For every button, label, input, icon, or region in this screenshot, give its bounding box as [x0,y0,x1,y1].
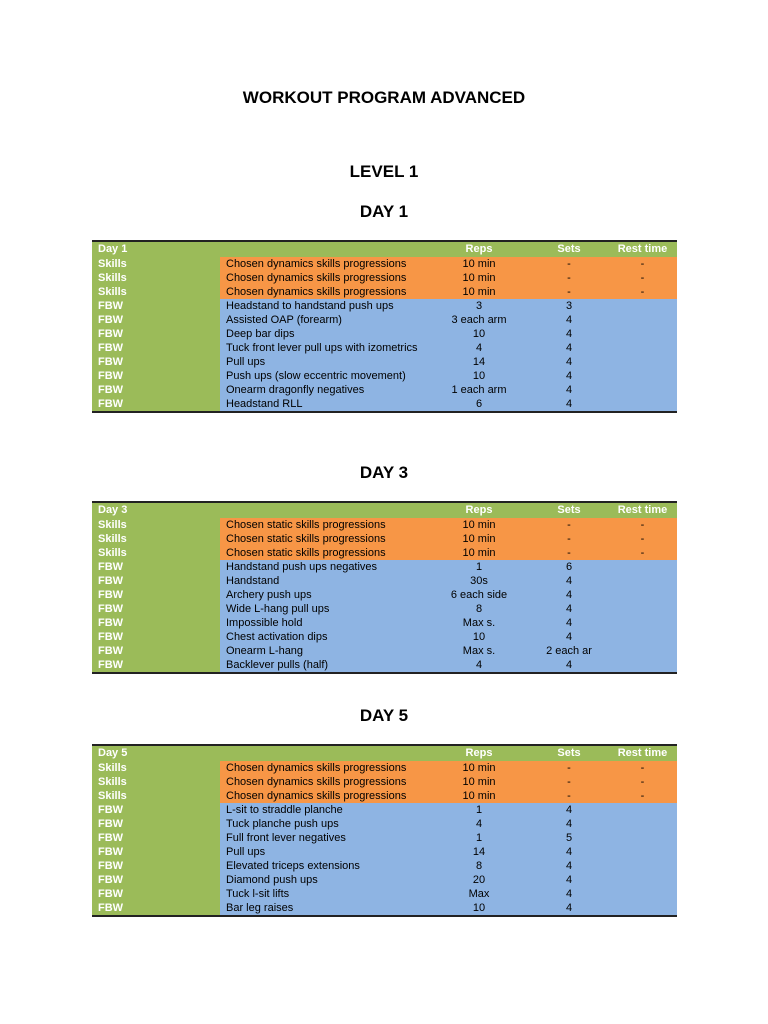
sets-cell: 3 [530,299,608,313]
sets-cell: - [530,546,608,560]
table-row [92,383,677,397]
exercise-cell: Archery push ups [220,588,428,602]
category-cell: FBW [92,859,220,873]
rest-time-cell: - [608,775,677,789]
table-row [92,845,677,859]
sets-cell: 4 [530,369,608,383]
table-row [92,341,677,355]
rest-time-cell [608,630,677,644]
table-row [92,803,677,817]
table-row [92,397,677,412]
category-cell: Skills [92,518,220,532]
sets-cell: - [530,532,608,546]
category-cell: Skills [92,775,220,789]
exercise-cell: Impossible hold [220,616,428,630]
reps-cell: 1 each arm [428,383,530,397]
header-sets: Sets [530,745,608,761]
exercise-cell: Onearm dragonfly negatives [220,383,428,397]
sets-cell: - [530,518,608,532]
rest-time-cell: - [608,532,677,546]
day-3-heading: DAY 3 [359,463,409,482]
sets-cell: 4 [530,341,608,355]
sets-cell: - [530,761,608,775]
category-cell: Skills [92,789,220,803]
reps-cell: 10 min [428,285,530,299]
rest-time-cell [608,574,677,588]
reps-cell: 30s [428,574,530,588]
category-cell: FBW [92,887,220,901]
table-row [92,327,677,341]
reps-cell: Max s. [428,644,530,658]
table-row [92,257,677,271]
day-3-table [92,501,677,674]
category-cell: Skills [92,532,220,546]
sets-cell: 4 [530,859,608,873]
category-cell: FBW [92,313,220,327]
table-row [92,775,677,789]
exercise-cell: Pull ups [220,355,428,369]
exercise-cell: Handstand push ups negatives [220,560,428,574]
rest-time-cell [608,560,677,574]
reps-cell: 10 min [428,546,530,560]
sets-cell: 4 [530,803,608,817]
header-day-label: Day 5 [92,745,220,761]
exercise-cell: L-sit to straddle planche [220,803,428,817]
sets-cell: 4 [530,355,608,369]
table-row [92,630,677,644]
sets-cell: - [530,257,608,271]
reps-cell: 8 [428,602,530,616]
document-title: WORKOUT PROGRAM ADVANCED [242,88,526,107]
exercise-cell: Handstand [220,574,428,588]
reps-cell: 10 min [428,271,530,285]
sets-cell: 2 each ar [530,644,608,658]
sets-cell: 4 [530,616,608,630]
table-row [92,574,677,588]
reps-cell: 1 [428,560,530,574]
table-row [92,887,677,901]
exercise-cell: Tuck l-sit lifts [220,887,428,901]
category-cell: FBW [92,588,220,602]
exercise-cell: Chest activation dips [220,630,428,644]
sets-cell: 4 [530,817,608,831]
sets-cell: 6 [530,560,608,574]
exercise-cell: Pull ups [220,845,428,859]
table-row [92,644,677,658]
header-exercise-cell [220,745,428,761]
table-row [92,560,677,574]
table-row [92,355,677,369]
sets-cell: 4 [530,873,608,887]
reps-cell: 10 [428,901,530,916]
table-row [92,817,677,831]
table-header-row [92,241,677,257]
table-row [92,859,677,873]
exercise-cell: Wide L-hang pull ups [220,602,428,616]
rest-time-cell [608,845,677,859]
rest-time-cell [608,616,677,630]
exercise-cell: Elevated triceps extensions [220,859,428,873]
exercise-cell: Headstand RLL [220,397,428,412]
header-reps: Reps [428,241,530,257]
rest-time-cell [608,299,677,313]
table-header-row [92,502,677,518]
table-row [92,901,677,916]
category-cell: FBW [92,574,220,588]
exercise-cell: Chosen static skills progressions [220,518,428,532]
day-1-table [92,240,677,413]
exercise-cell: Bar leg raises [220,901,428,916]
reps-cell: 1 [428,831,530,845]
table-row [92,658,677,673]
header-rest-time: Rest time [608,745,677,761]
table-row [92,518,677,532]
category-cell: FBW [92,873,220,887]
header-sets: Sets [530,241,608,257]
reps-cell: 10 min [428,257,530,271]
table-row [92,873,677,887]
reps-cell: 10 min [428,775,530,789]
exercise-cell: Backlever pulls (half) [220,658,428,673]
category-cell: FBW [92,355,220,369]
reps-cell: Max [428,887,530,901]
header-reps: Reps [428,502,530,518]
sets-cell: - [530,285,608,299]
exercise-cell: Chosen dynamics skills progressions [220,271,428,285]
reps-cell: 10 [428,369,530,383]
rest-time-cell [608,644,677,658]
day-5-heading: DAY 5 [359,706,409,725]
reps-cell: 10 [428,630,530,644]
header-sets: Sets [530,502,608,518]
rest-time-cell [608,327,677,341]
table-row [92,588,677,602]
rest-time-cell [608,831,677,845]
rest-time-cell: - [608,789,677,803]
header-rest-time: Rest time [608,502,677,518]
rest-time-cell: - [608,761,677,775]
sets-cell: 5 [530,831,608,845]
table-row [92,532,677,546]
category-cell: FBW [92,369,220,383]
exercise-cell: Diamond push ups [220,873,428,887]
sets-cell: 4 [530,845,608,859]
header-rest-time: Rest time [608,241,677,257]
table-row [92,546,677,560]
rest-time-cell [608,383,677,397]
sets-cell: 4 [530,588,608,602]
reps-cell: 6 each side [428,588,530,602]
exercise-cell: Chosen dynamics skills progressions [220,789,428,803]
sets-cell: 4 [530,327,608,341]
reps-cell: 3 each arm [428,313,530,327]
table-row [92,313,677,327]
header-day-label: Day 1 [92,241,220,257]
category-cell: FBW [92,644,220,658]
exercise-cell: Chosen dynamics skills progressions [220,257,428,271]
category-cell: FBW [92,616,220,630]
rest-time-cell: - [608,285,677,299]
table-row [92,369,677,383]
sets-cell: 4 [530,397,608,412]
table-row [92,285,677,299]
day-5-table [92,744,677,917]
category-cell: Skills [92,761,220,775]
sets-cell: - [530,789,608,803]
exercise-cell: Onearm L-hang [220,644,428,658]
exercise-cell: Deep bar dips [220,327,428,341]
reps-cell: 10 [428,327,530,341]
day-1-heading: DAY 1 [359,202,409,221]
reps-cell: 1 [428,803,530,817]
exercise-cell: Push ups (slow eccentric movement) [220,369,428,383]
category-cell: FBW [92,803,220,817]
category-cell: FBW [92,341,220,355]
category-cell: FBW [92,845,220,859]
table-row [92,616,677,630]
reps-cell: 14 [428,355,530,369]
header-exercise-cell [220,502,428,518]
table-row [92,831,677,845]
category-cell: Skills [92,257,220,271]
reps-cell: 4 [428,658,530,673]
reps-cell: 10 min [428,518,530,532]
reps-cell: 10 min [428,761,530,775]
category-cell: FBW [92,397,220,412]
rest-time-cell [608,588,677,602]
category-cell: FBW [92,327,220,341]
category-cell: FBW [92,817,220,831]
rest-time-cell [608,658,677,673]
rest-time-cell: - [608,546,677,560]
reps-cell: 8 [428,859,530,873]
exercise-cell: Tuck front lever pull ups with izometrics [220,341,428,355]
exercise-cell: Headstand to handstand push ups [220,299,428,313]
rest-time-cell: - [608,257,677,271]
table-row [92,299,677,313]
reps-cell: Max s. [428,616,530,630]
rest-time-cell [608,313,677,327]
rest-time-cell [608,817,677,831]
category-cell: FBW [92,658,220,673]
rest-time-cell [608,369,677,383]
rest-time-cell [608,873,677,887]
table-row [92,602,677,616]
sets-cell: 4 [530,658,608,673]
rest-time-cell [608,355,677,369]
exercise-cell: Chosen dynamics skills progressions [220,285,428,299]
table-header-row [92,745,677,761]
exercise-cell: Full front lever negatives [220,831,428,845]
table-row [92,761,677,775]
category-cell: FBW [92,299,220,313]
exercise-cell: Assisted OAP (forearm) [220,313,428,327]
exercise-cell: Chosen static skills progressions [220,532,428,546]
reps-cell: 4 [428,817,530,831]
rest-time-cell [608,859,677,873]
rest-time-cell [608,803,677,817]
exercise-cell: Chosen dynamics skills progressions [220,775,428,789]
rest-time-cell [608,901,677,916]
reps-cell: 10 min [428,532,530,546]
exercise-cell: Chosen static skills progressions [220,546,428,560]
reps-cell: 4 [428,341,530,355]
rest-time-cell [608,397,677,412]
table-row [92,789,677,803]
category-cell: Skills [92,271,220,285]
rest-time-cell [608,341,677,355]
rest-time-cell [608,602,677,616]
exercise-cell: Tuck planche push ups [220,817,428,831]
rest-time-cell: - [608,518,677,532]
reps-cell: 10 min [428,789,530,803]
exercise-cell: Chosen dynamics skills progressions [220,761,428,775]
header-reps: Reps [428,745,530,761]
sets-cell: 4 [530,630,608,644]
table-row [92,271,677,285]
category-cell: FBW [92,560,220,574]
rest-time-cell [608,887,677,901]
sets-cell: 4 [530,887,608,901]
sets-cell: 4 [530,383,608,397]
level-title: LEVEL 1 [349,162,419,181]
sets-cell: 4 [530,602,608,616]
header-exercise-cell [220,241,428,257]
category-cell: FBW [92,831,220,845]
category-cell: Skills [92,285,220,299]
reps-cell: 20 [428,873,530,887]
reps-cell: 6 [428,397,530,412]
reps-cell: 14 [428,845,530,859]
sets-cell: 4 [530,313,608,327]
category-cell: FBW [92,602,220,616]
category-cell: FBW [92,383,220,397]
rest-time-cell: - [608,271,677,285]
category-cell: Skills [92,546,220,560]
category-cell: FBW [92,630,220,644]
reps-cell: 3 [428,299,530,313]
header-day-label: Day 3 [92,502,220,518]
sets-cell: - [530,775,608,789]
sets-cell: 4 [530,901,608,916]
category-cell: FBW [92,901,220,916]
sets-cell: 4 [530,574,608,588]
sets-cell: - [530,271,608,285]
